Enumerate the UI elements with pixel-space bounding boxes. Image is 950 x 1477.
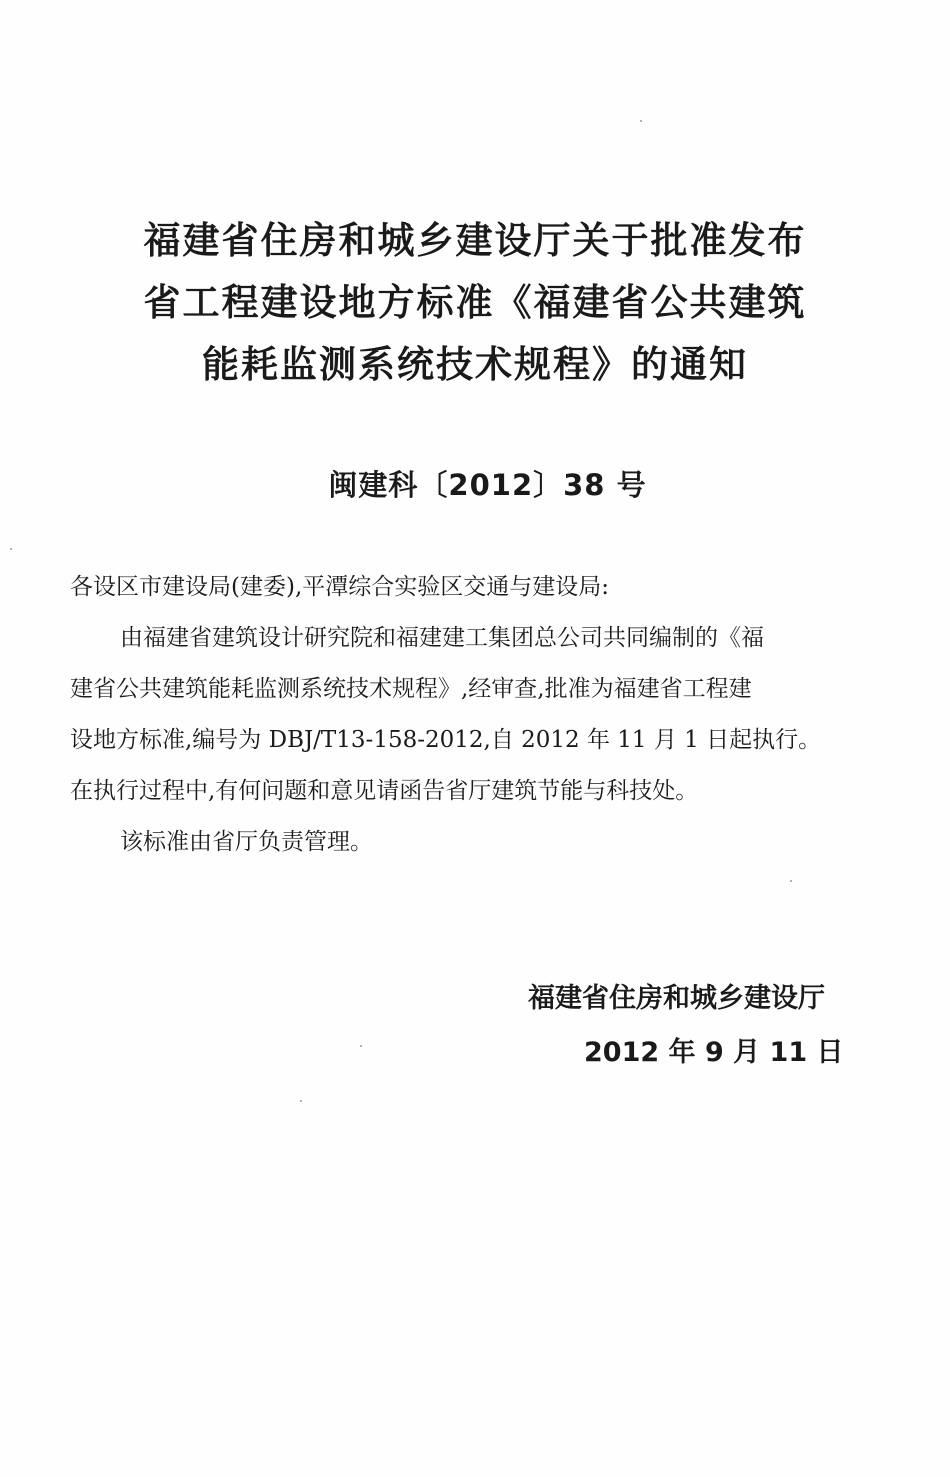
signature-date: 2012 年 9 月 11 日	[584, 1037, 844, 1068]
document-number: 闽建科〔2012〕38 号	[328, 468, 647, 502]
salutation: 各设区市建设局(建委),平潭综合实验区交通与建设局:	[70, 574, 610, 600]
signature-block	[528, 972, 908, 1080]
paragraph-1-line-2: 建省公共建筑能耗监测系统技术规程》,经审查,批准为福建省工程建	[70, 676, 752, 702]
paragraph-2: 该标准由省厅负责管理。	[120, 829, 373, 855]
paragraph-1-line-4: 在执行过程中,有何问题和意见请函告省厅建筑节能与科技处。	[70, 778, 699, 804]
title-line-2: 省工程建设地方标准《福建省公共建筑	[143, 281, 807, 324]
scan-speck	[640, 120, 642, 122]
paragraph-1-line-1: 由福建省建筑设计研究院和福建建工集团总公司共同编制的《福	[120, 625, 764, 651]
notice-title	[0, 210, 950, 396]
scan-speck	[10, 548, 12, 550]
paragraph-1-line-3: 设地方标准,编号为 DBJ/T13-158-2012,自 2012 年 11 月 1 日起执行。	[70, 727, 822, 753]
scan-speck	[790, 880, 792, 882]
title-line-3: 能耗监测系统技术规程》的通知	[202, 343, 748, 386]
notice-body	[70, 562, 910, 868]
scan-speck	[360, 1045, 362, 1047]
title-line-1: 福建省住房和城乡建设厅关于批准发布	[143, 219, 807, 262]
scan-speck	[300, 1100, 302, 1102]
signature-organization: 福建省住房和城乡建设厅	[528, 983, 825, 1014]
